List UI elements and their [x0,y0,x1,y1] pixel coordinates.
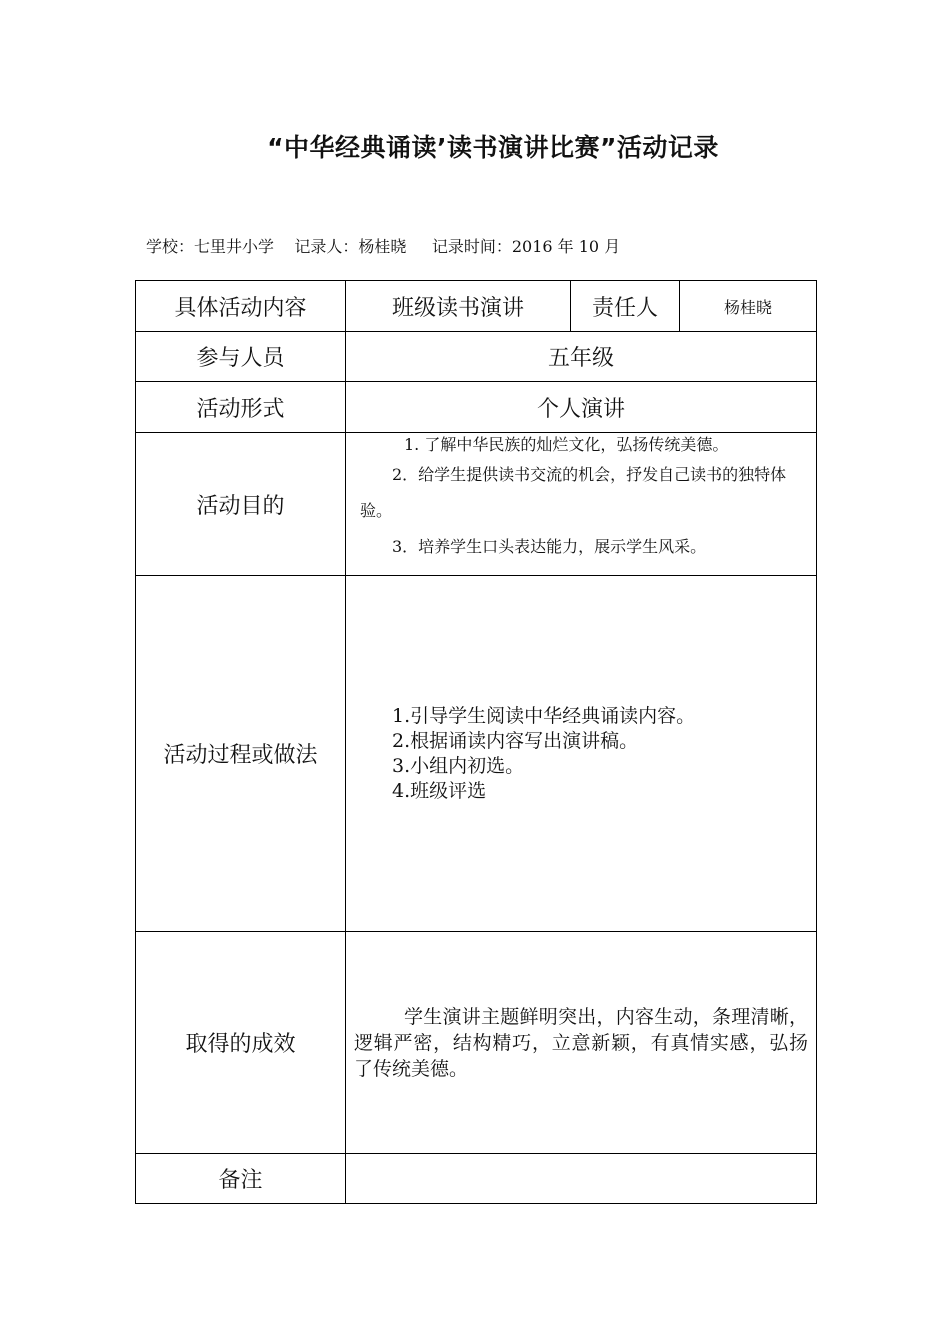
table-row [136,332,817,382]
activity-process-label: 活动过程或做法 [136,576,346,932]
process-step: 2.根据诵读内容写出演讲稿。 [392,729,639,752]
activity-content-value: 班级读书演讲 [346,281,571,332]
activity-record-table [135,280,817,1204]
activity-purpose-label: 活动目的 [136,433,346,576]
participants-label: 参与人员 [136,332,346,382]
record-time: 2016 年 10 月 [511,237,621,256]
process-step: 1.引导学生阅读中华经典诵读内容。 [392,704,696,727]
remarks-label: 备注 [136,1154,346,1204]
activity-purpose-value [346,433,817,576]
process-step: 3.小组内初选。 [392,754,525,777]
activity-form-label: 活动形式 [136,382,346,433]
activity-content-label: 具体活动内容 [136,281,346,332]
remarks-value [346,1154,817,1204]
recorder-name: 杨桂晓 [358,237,407,256]
recorder-label: 记录人： [294,237,359,256]
owner-label: 责任人 [571,281,680,332]
table-row [136,1154,817,1204]
table-row [136,932,817,1154]
results-text: 学生演讲主题鲜明突出，内容生动，条理清晰，逻辑严密，结构精巧，立意新颖，有真情实感，弘扬了传统美德。 [354,1005,808,1080]
purpose-item: 1. 了解中华民族的灿烂文化，弘扬传统美德。 [404,435,729,454]
table-row [136,433,817,576]
owner-value: 杨桂晓 [680,281,817,332]
record-time-label: 记录时间： [431,237,512,256]
results-value [346,932,817,1154]
school-name: 七里井小学 [194,237,275,256]
record-meta-line [146,234,620,257]
document-title: “中华经典诵读’读书演讲比赛”活动记录 [267,133,719,162]
table-row [136,281,817,332]
purpose-item: 2．给学生提供读书交流的机会，抒发自己读书的独特体验。 [360,465,787,520]
process-step: 4.班级评选 [392,779,487,802]
table-row [136,382,817,433]
results-label: 取得的成效 [136,932,346,1154]
school-label: 学校： [146,237,195,256]
participants-value: 五年级 [346,332,817,382]
activity-process-value [346,576,817,932]
purpose-item: 3．培养学生口头表达能力，展示学生风采。 [392,537,707,556]
activity-form-value: 个人演讲 [346,382,817,433]
table-row [136,576,817,932]
